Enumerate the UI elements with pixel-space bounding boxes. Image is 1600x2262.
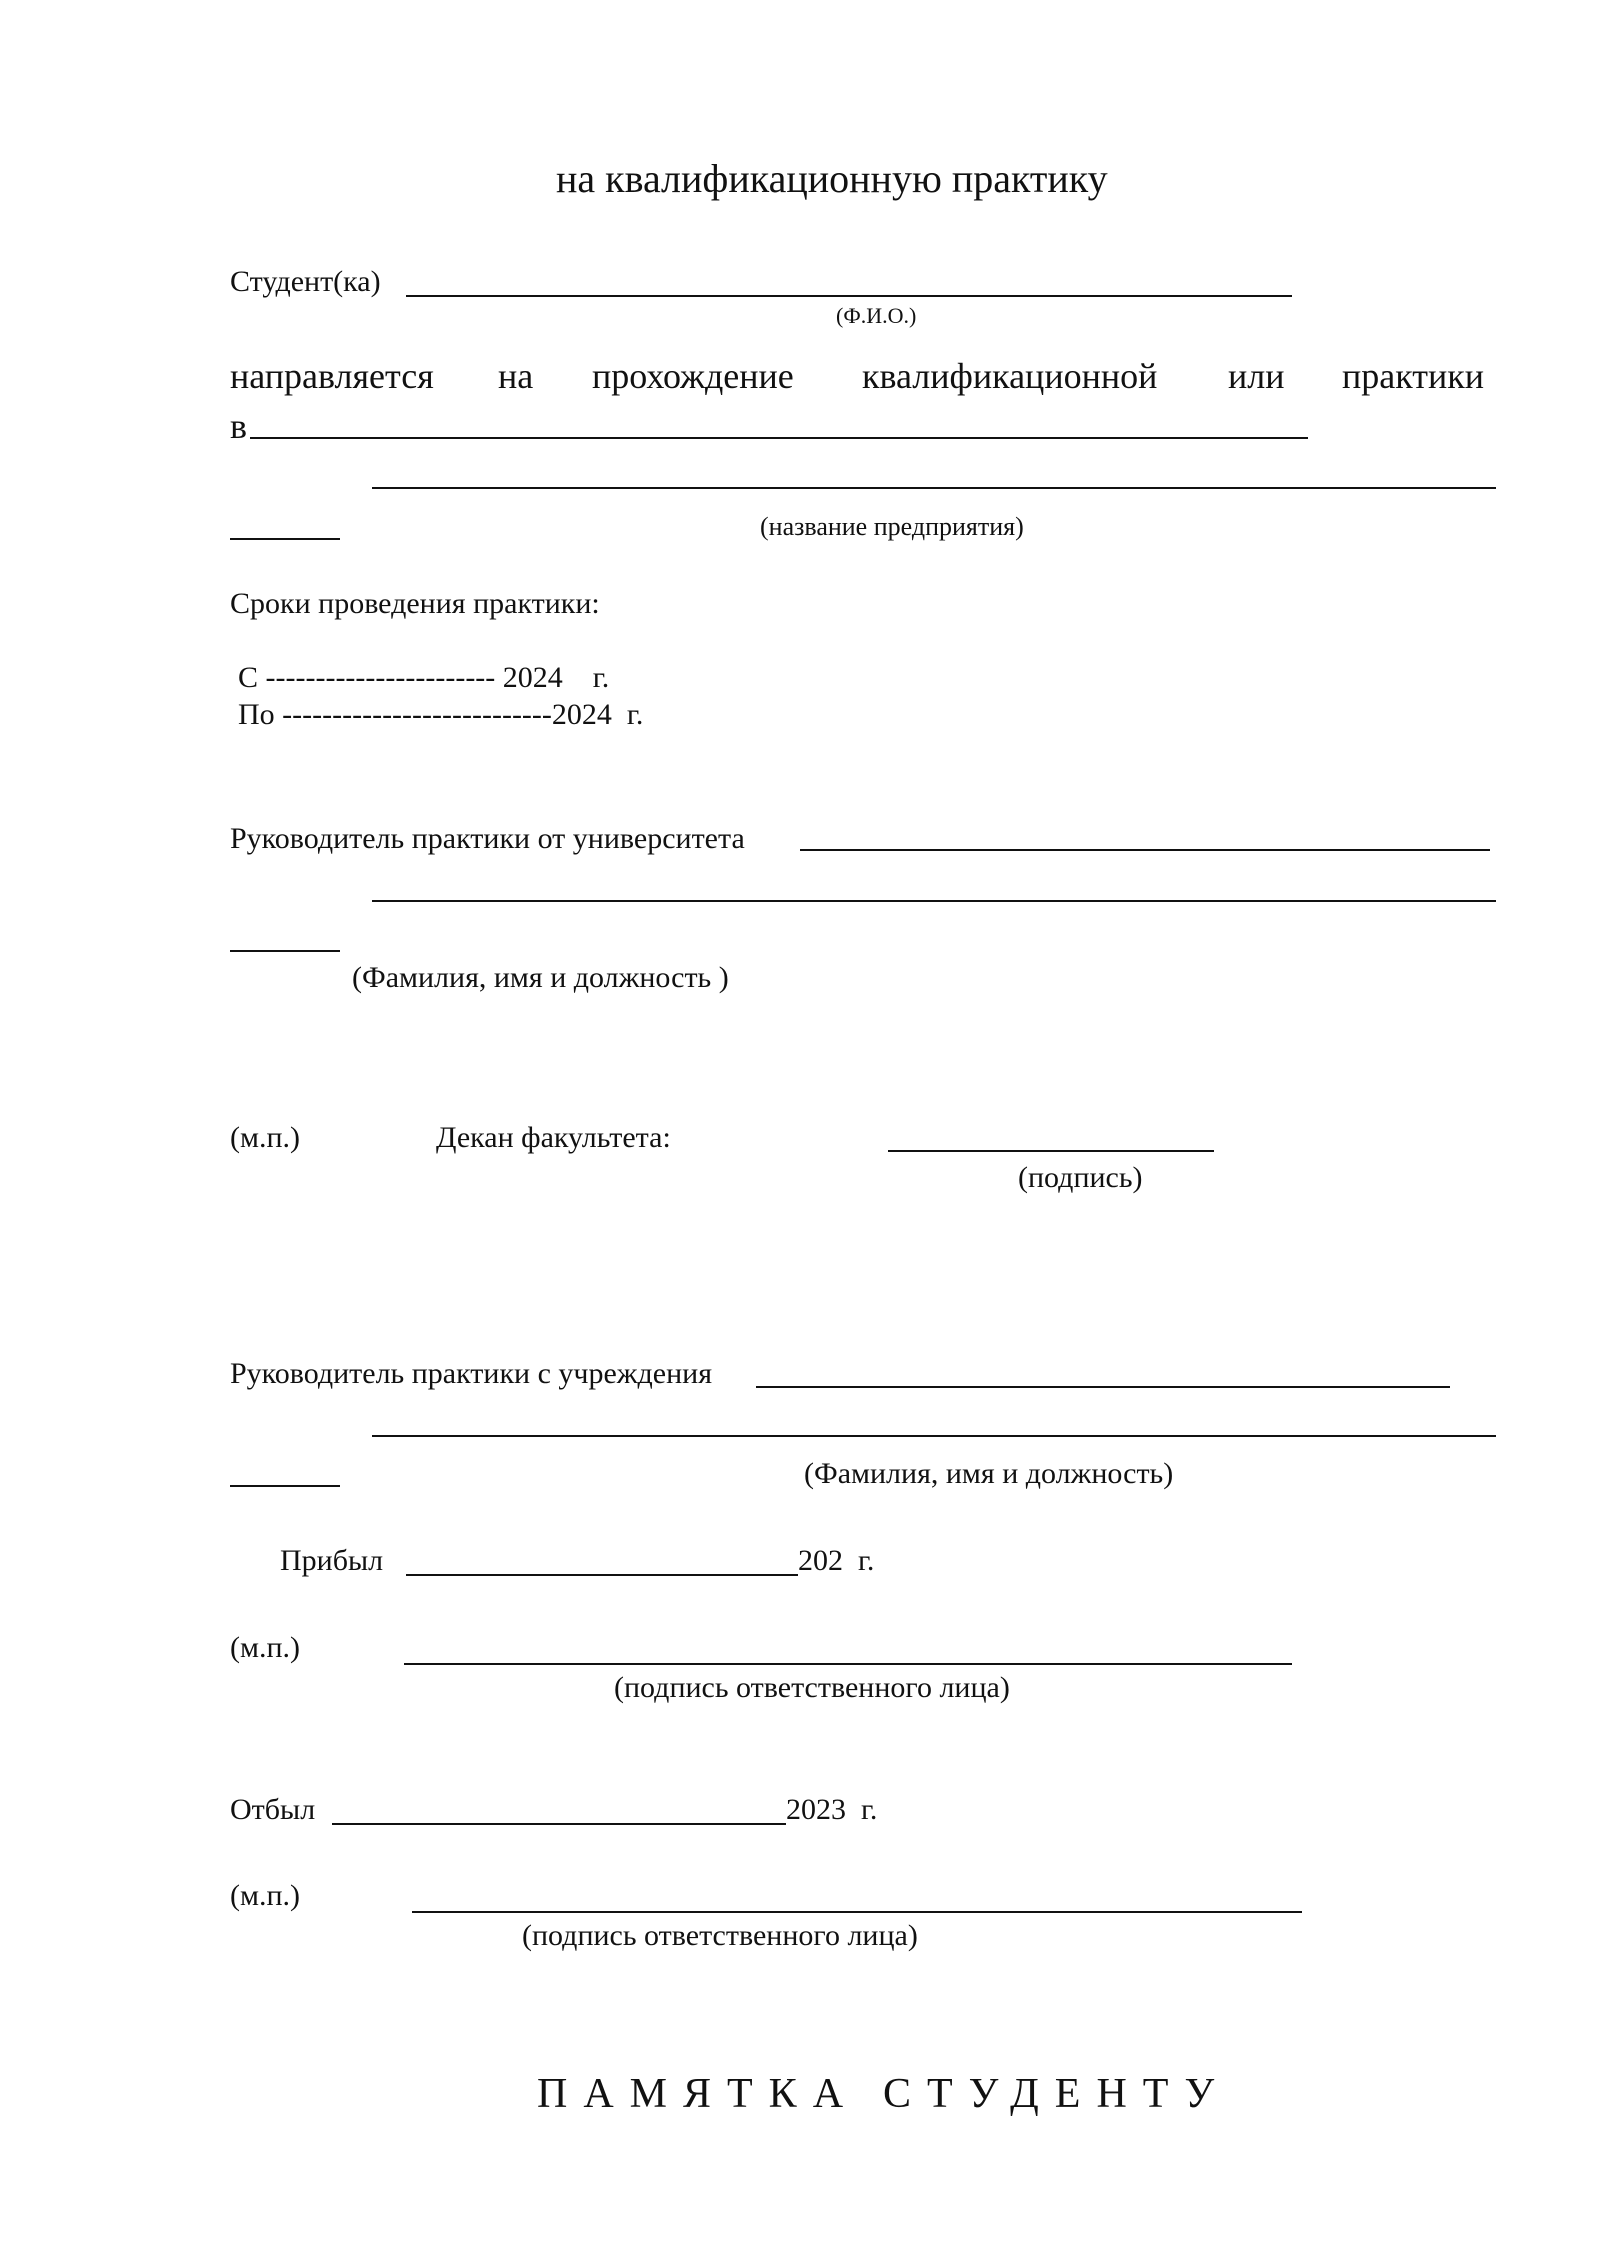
institution-supervisor-caption: (Фамилия, имя и должность) — [804, 1457, 1174, 1490]
dean-stamp: (м.п.) — [230, 1121, 301, 1154]
terms-from: С ----------------------- 2024 г. — [238, 661, 610, 694]
direction-word-1: направляется — [230, 356, 434, 396]
arrived-stamp: (м.п.) — [230, 1631, 301, 1664]
dean-label: Декан факультета: — [436, 1121, 671, 1154]
institution-supervisor-line-1[interactable] — [756, 1386, 1450, 1388]
document-title: на квалификационную практику — [556, 156, 1108, 201]
university-supervisor-label: Руководитель практики от университета — [230, 822, 745, 855]
institution-supervisor-line-3[interactable] — [230, 1485, 340, 1487]
student-name-line[interactable] — [406, 295, 1292, 297]
university-supervisor-line-1[interactable] — [800, 849, 1490, 851]
direction-word-2: на — [498, 356, 534, 396]
direction-word-6: практики — [1342, 356, 1485, 396]
arrived-label: Прибыл — [280, 1544, 384, 1577]
university-supervisor-line-2[interactable] — [372, 900, 1496, 902]
fio-caption: (Ф.И.О.) — [836, 303, 917, 328]
enterprise-line-1[interactable] — [250, 437, 1308, 439]
departed-signature-caption: (подпись ответственного лица) — [522, 1919, 918, 1952]
memo-heading-word-1: ПАМЯТКА — [537, 2071, 860, 2117]
enterprise-line-2[interactable] — [372, 487, 1496, 489]
terms-to: По ---------------------------2024 г. — [238, 698, 644, 731]
enterprise-line-3[interactable] — [230, 538, 340, 540]
dean-signature-caption: (подпись) — [1018, 1161, 1143, 1194]
terms-heading: Сроки проведения практики: — [230, 587, 600, 620]
student-label: Студент(ка) — [230, 265, 381, 298]
departed-year: 2023 г. — [786, 1793, 878, 1826]
departed-stamp: (м.п.) — [230, 1879, 301, 1912]
arrived-signature-line[interactable] — [404, 1663, 1292, 1665]
departed-date-line[interactable] — [332, 1823, 786, 1825]
arrived-signature-caption: (подпись ответственного лица) — [614, 1671, 1010, 1704]
departed-signature-line[interactable] — [412, 1911, 1302, 1913]
university-supervisor-line-3[interactable] — [230, 950, 340, 952]
direction-word-3: прохождение — [592, 356, 794, 396]
direction-word-4: квалификационной — [862, 356, 1158, 396]
direction-word-5: или — [1228, 356, 1285, 396]
university-supervisor-caption: (Фамилия, имя и должность ) — [352, 961, 729, 994]
departed-label: Отбыл — [230, 1793, 316, 1826]
dean-signature-line[interactable] — [888, 1150, 1214, 1152]
direction-prefix: в — [230, 406, 247, 446]
memo-heading-word-2: СТУДЕНТУ — [883, 2071, 1231, 2117]
enterprise-caption: (название предприятия) — [760, 512, 1024, 541]
institution-supervisor-line-2[interactable] — [372, 1435, 1496, 1437]
arrived-year: 202 г. — [798, 1544, 875, 1577]
arrived-date-line[interactable] — [406, 1574, 798, 1576]
institution-supervisor-label: Руководитель практики с учреждения — [230, 1357, 713, 1390]
